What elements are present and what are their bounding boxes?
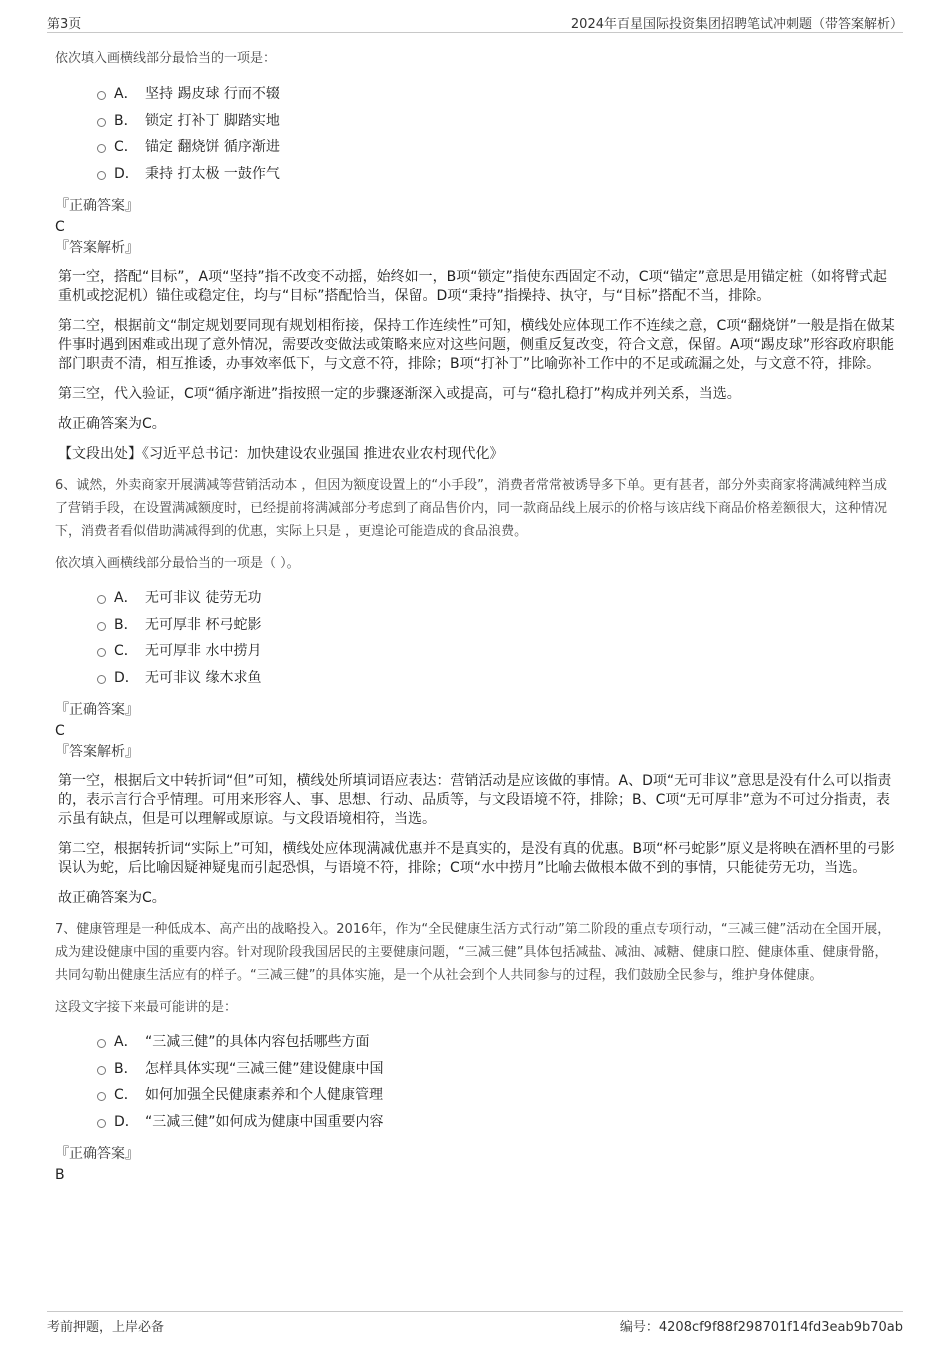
radio-icon[interactable] bbox=[97, 171, 106, 180]
q6-explanation-2: 第二空，根据转折词“实际上”可知，横线处应体现满减优惠并不是真实的，是没有真的优惠。B项“杯弓蛇影”原义是将映在酒杯里的弓影误认为蛇，后比喻因疑神疑鬼而引起恐惧，与语境不符，排除；C项“水中捞月”比喻去做根本做不到的事情，只能徒劳无功，当选。 bbox=[58, 841, 895, 876]
q7-option-b[interactable]: B． 怎样具体实现“三减三健”建设健康中国 bbox=[55, 1059, 897, 1086]
q7-prompt: 这段文字接下来最可能讲的是： bbox=[55, 1000, 238, 1015]
q7-options bbox=[55, 1032, 897, 1138]
footer-slogan: 考前押题，上岸必备 bbox=[47, 1320, 165, 1335]
page-header bbox=[47, 12, 903, 33]
radio-icon[interactable] bbox=[97, 118, 106, 127]
radio-icon[interactable] bbox=[97, 1119, 106, 1128]
radio-icon[interactable] bbox=[97, 595, 106, 604]
q5-explanation-2: 第二空，根据前文“制定规划要同现有规划相衔接，保持工作连续性”可知，横线处应体现工作不连续之意，C项“翻烧饼”一般是指在做某件事时遇到困难或出现了意外情况，需要改变做法或策略来应对这些问题，侧重反复改变，符合文意，保留。A项“踢皮球”形容政府职能部门职责不清，相互推诿，办事效率低下，与文意不符，排除；B项“打补丁”比喻弥补工作中的不足或疏漏之处，与文意不符，排除。 bbox=[58, 318, 895, 372]
q5-option-c[interactable]: C． 锚定 翻烧饼 循序渐进 bbox=[55, 137, 897, 164]
radio-icon[interactable] bbox=[97, 1039, 106, 1048]
q5-option-a[interactable]: A． 坚持 踢皮球 行而不辍 bbox=[55, 84, 897, 111]
q7-answer: B bbox=[55, 1167, 65, 1183]
q6-answer-label: 『正确答案』 bbox=[55, 702, 139, 718]
q6-analysis-label: 『答案解析』 bbox=[55, 744, 139, 760]
q7-option-a[interactable]: A． “三减三健”的具体内容包括哪些方面 bbox=[55, 1032, 897, 1059]
radio-icon[interactable] bbox=[97, 91, 106, 100]
radio-icon[interactable] bbox=[97, 144, 106, 153]
page-content bbox=[55, 44, 897, 1186]
radio-icon[interactable] bbox=[97, 622, 106, 631]
q5-source: 【文段出处】《习近平总书记：加快建设农业强国 推进农业农村现代化》 bbox=[58, 446, 504, 462]
q6-intro: 6、诚然，外卖商家开展满减等营销活动本 ，但因为额度设置上的“小手段”，消费者常常被诱导多下单。更有甚者，部分外卖商家将满减纯粹当成了营销手段，在设置满减额度时，已经提前将满减部分考虑到了商品售价内，同一款商品线上展示的价格与该店线下商品价格差额很大，这种情况下，消费者看似借助满减得到的优惠，实际上只是 ，更遑论可能造成的食品浪费。 bbox=[55, 478, 888, 539]
q6-answer: C bbox=[55, 723, 65, 739]
q7-option-c[interactable]: C． 如何加强全民健康素养和个人健康管理 bbox=[55, 1085, 897, 1112]
q6-options bbox=[55, 588, 897, 694]
radio-icon[interactable] bbox=[97, 1092, 106, 1101]
q5-conclusion: 故正确答案为C。 bbox=[58, 416, 166, 432]
q6-prompt: 依次填入画横线部分最恰当的一项是（ ）。 bbox=[55, 556, 300, 571]
q6-explanation-1: 第一空，根据后文中转折词“但”可知，横线处所填词语应表达：营销活动是应该做的事情。A、D项“无可非议”意思是没有什么可以指责的，表示言行合乎情理。可用来形容人、事、思想、行动、品质等，与文段语境不符，排除；B、C项“无可厚非”意为不可过分指责，表示虽有缺点，但是可以理解或原谅。与文段语境相符，当选。 bbox=[58, 773, 892, 827]
q5-analysis-label: 『答案解析』 bbox=[55, 240, 139, 256]
document-title: 2024年百星国际投资集团招聘笔试冲刺题（带答案解析） bbox=[570, 17, 903, 32]
q7-option-d[interactable]: D． “三减三健”如何成为健康中国重要内容 bbox=[55, 1112, 897, 1139]
radio-icon[interactable] bbox=[97, 648, 106, 657]
q5-option-d[interactable]: D． 秉持 打太极 一鼓作气 bbox=[55, 164, 897, 191]
q5-option-b[interactable]: B． 锁定 打补丁 脚踏实地 bbox=[55, 111, 897, 138]
q5-answer-label: 『正确答案』 bbox=[55, 198, 139, 214]
page-footer bbox=[47, 1311, 903, 1336]
q6-option-d[interactable]: D． 无可非议 缘木求鱼 bbox=[55, 668, 897, 695]
q6-option-b[interactable]: B． 无可厚非 杯弓蛇影 bbox=[55, 615, 897, 642]
radio-icon[interactable] bbox=[97, 1066, 106, 1075]
document-id: 编号：4208cf9f88f298701f14fd3eab9b70ab bbox=[619, 1320, 903, 1335]
q7-answer-label: 『正确答案』 bbox=[55, 1146, 139, 1162]
q5-answer: C bbox=[55, 219, 65, 235]
q6-option-a[interactable]: A． 无可非议 徒劳无功 bbox=[55, 588, 897, 615]
q6-option-c[interactable]: C． 无可厚非 水中捞月 bbox=[55, 641, 897, 668]
q5-prompt: 依次填入画横线部分最恰当的一项是： bbox=[55, 51, 277, 66]
q5-explanation-1: 第一空，搭配“目标”，A项“坚持”指不改变不动摇，始终如一，B项“锁定”指使东西固定不动，C项“锚定”意思是用锚定桩（如将臂式起重机或挖泥机）锚住或稳定住，均与“目标”搭配恰当，保留。D项“秉持”指操持、执守，与“目标”搭配不当，排除。 bbox=[58, 269, 887, 304]
page-number: 第3页 bbox=[47, 17, 82, 32]
radio-icon[interactable] bbox=[97, 675, 106, 684]
q5-options bbox=[55, 84, 897, 190]
q5-explanation-3: 第三空，代入验证，C项“循序渐进”指按照一定的步骤逐渐深入或提高，可与“稳扎稳打”构成并列关系，当选。 bbox=[58, 386, 741, 402]
q6-conclusion: 故正确答案为C。 bbox=[58, 890, 166, 906]
q7-intro: 7、健康管理是一种低成本、高产出的战略投入。2016年，作为“全民健康生活方式行动”第二阶段的重点专项行动，“三减三健”活动在全国开展，成为建设健康中国的重要内容。针对现阶段我国居民的主要健康问题，“三减三健”具体包括减盐、减油、减糖、健康口腔、健康体重、健康骨骼，共同勾勒出健康生活应有的样子。“三减三健”的具体实施，是一个从社会到个人共同参与的过程，我们鼓励全民参与，维护身体健康。 bbox=[55, 922, 891, 983]
